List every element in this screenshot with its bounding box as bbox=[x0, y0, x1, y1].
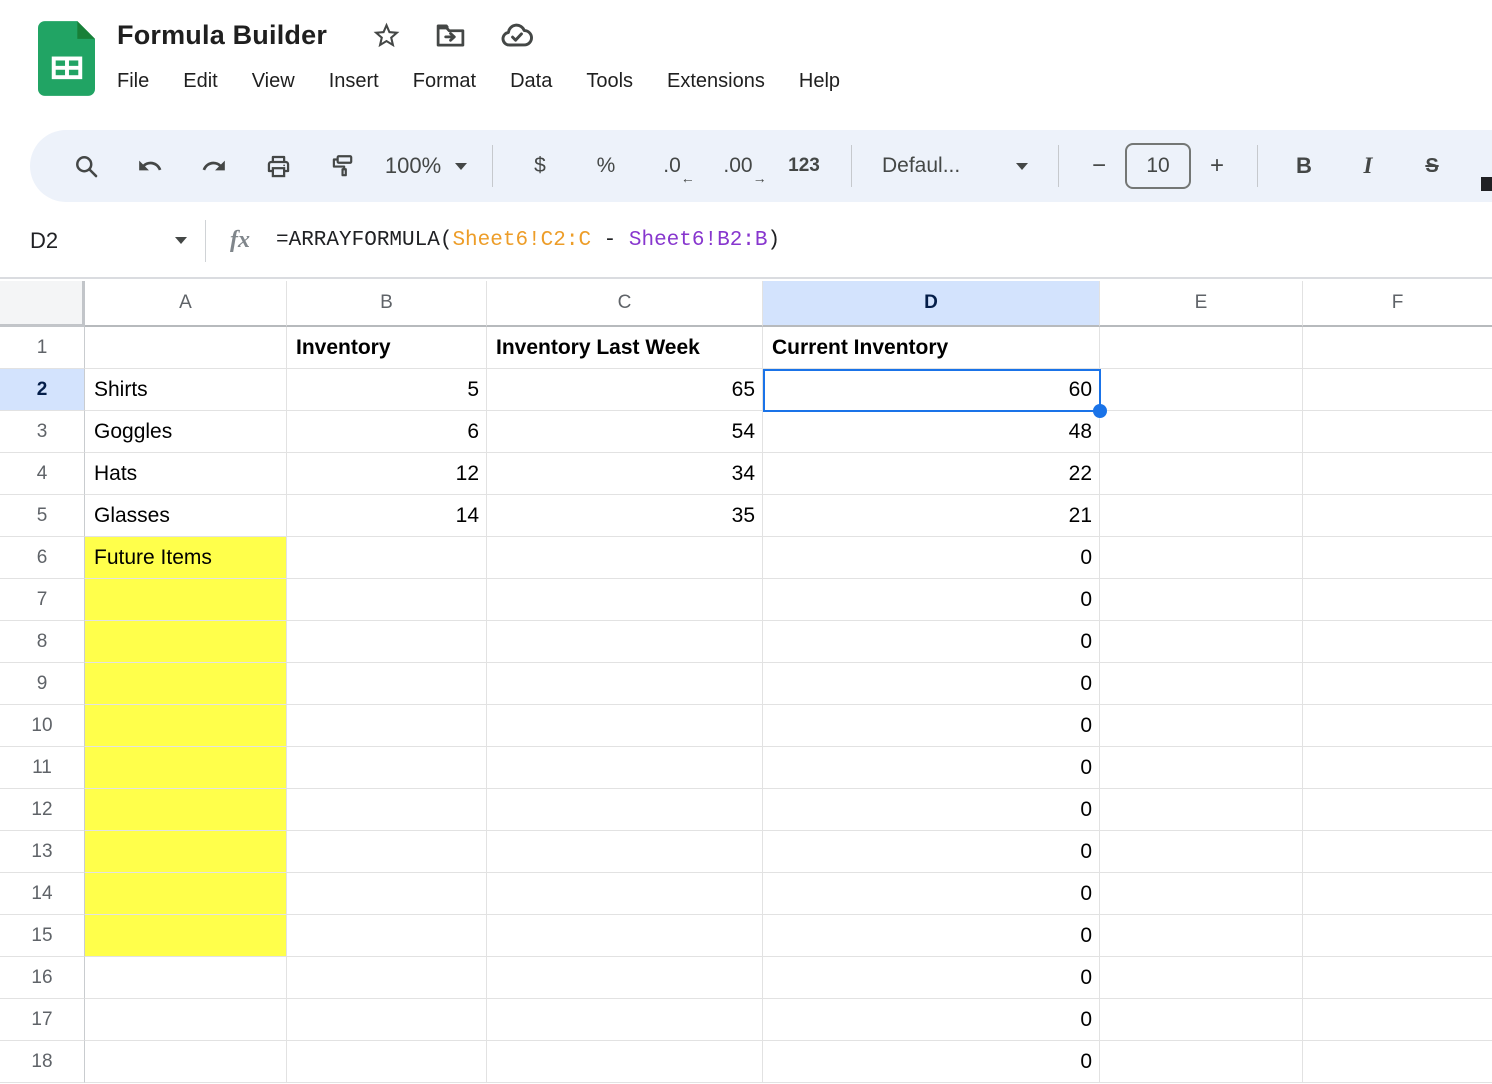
row-header-8[interactable]: 8 bbox=[0, 621, 85, 663]
chevron-down-icon bbox=[455, 163, 467, 170]
cell-A2[interactable]: Shirts bbox=[85, 369, 287, 411]
menu-file[interactable]: File bbox=[117, 70, 150, 92]
cell-C11[interactable] bbox=[487, 747, 763, 789]
row-header-18[interactable]: 18 bbox=[0, 1041, 85, 1083]
cell-E13[interactable] bbox=[1100, 831, 1303, 873]
clipped-toolbar-icon bbox=[1481, 177, 1492, 191]
cell-C14[interactable] bbox=[487, 873, 763, 915]
table-row bbox=[0, 915, 1492, 957]
cell-A1[interactable] bbox=[85, 327, 287, 369]
cell-E1[interactable] bbox=[1100, 327, 1303, 369]
cell-C10[interactable] bbox=[487, 705, 763, 747]
table-row bbox=[0, 579, 1492, 621]
column-header-F[interactable]: F bbox=[1303, 281, 1492, 327]
increase-font-size-button[interactable]: + bbox=[1209, 152, 1224, 179]
cell-A9[interactable] bbox=[85, 663, 287, 705]
cell-F9[interactable] bbox=[1303, 663, 1492, 705]
cell-D1[interactable]: Current Inventory bbox=[763, 327, 1100, 369]
font-family-value: Defaul... bbox=[882, 154, 961, 177]
chevron-down-icon bbox=[1016, 163, 1028, 170]
cell-B1[interactable]: Inventory bbox=[287, 327, 487, 369]
cell-D12[interactable]: 0 bbox=[763, 789, 1100, 831]
row-header-12[interactable]: 12 bbox=[0, 789, 85, 831]
row-header-1[interactable]: 1 bbox=[0, 327, 85, 369]
cell-D5[interactable]: 21 bbox=[763, 495, 1100, 537]
menu-edit[interactable]: Edit bbox=[183, 70, 218, 92]
font-family-selector[interactable] bbox=[866, 143, 1044, 189]
toolbar bbox=[30, 130, 1492, 202]
cell-C4[interactable]: 34 bbox=[487, 453, 763, 495]
cell-F12[interactable] bbox=[1303, 789, 1492, 831]
cell-F16[interactable] bbox=[1303, 957, 1492, 999]
table-row bbox=[0, 747, 1492, 789]
cell-E10[interactable] bbox=[1100, 705, 1303, 747]
table-row bbox=[0, 831, 1492, 873]
column-header-A[interactable]: A bbox=[85, 281, 287, 327]
cell-D14[interactable]: 0 bbox=[763, 873, 1100, 915]
name-box[interactable] bbox=[0, 204, 205, 277]
menu-format[interactable]: Format bbox=[412, 70, 477, 92]
cell-E11[interactable] bbox=[1100, 747, 1303, 789]
cell-E12[interactable] bbox=[1100, 789, 1303, 831]
cell-C18[interactable] bbox=[487, 1041, 763, 1083]
cell-C6[interactable] bbox=[487, 537, 763, 579]
cell-E17[interactable] bbox=[1100, 999, 1303, 1041]
cell-C17[interactable] bbox=[487, 999, 763, 1041]
cell-D18[interactable]: 0 bbox=[763, 1041, 1100, 1083]
table-row bbox=[0, 369, 1492, 411]
formula-bar-divider bbox=[205, 220, 206, 262]
row-header-2[interactable]: 2 bbox=[0, 369, 85, 411]
cell-C9[interactable] bbox=[487, 663, 763, 705]
table-row bbox=[0, 789, 1492, 831]
formula-prefix: =ARRAYFORMULA( bbox=[276, 229, 453, 252]
format-currency-button[interactable]: $ bbox=[534, 154, 546, 177]
cell-A13[interactable] bbox=[85, 831, 287, 873]
table-row bbox=[0, 537, 1492, 579]
cell-B15[interactable] bbox=[287, 915, 487, 957]
table-row bbox=[0, 621, 1492, 663]
print-button[interactable] bbox=[246, 143, 310, 189]
menu-help[interactable]: Help bbox=[798, 70, 841, 92]
column-header-D[interactable]: D bbox=[763, 281, 1100, 327]
cell-C13[interactable] bbox=[487, 831, 763, 873]
row-header-10[interactable]: 10 bbox=[0, 705, 85, 747]
cell-E5[interactable] bbox=[1100, 495, 1303, 537]
formula-operator: - bbox=[591, 229, 629, 252]
cell-F11[interactable] bbox=[1303, 747, 1492, 789]
cell-F3[interactable] bbox=[1303, 411, 1492, 453]
row-header-16[interactable]: 16 bbox=[0, 957, 85, 999]
cell-A8[interactable] bbox=[85, 621, 287, 663]
cell-A10[interactable] bbox=[85, 705, 287, 747]
column-header-B[interactable]: B bbox=[287, 281, 487, 327]
cell-A15[interactable] bbox=[85, 915, 287, 957]
row-header-11[interactable]: 11 bbox=[0, 747, 85, 789]
cell-C7[interactable] bbox=[487, 579, 763, 621]
cell-A6[interactable]: Future Items bbox=[85, 537, 287, 579]
cell-B18[interactable] bbox=[287, 1041, 487, 1083]
row-header-15[interactable]: 15 bbox=[0, 915, 85, 957]
cell-C8[interactable] bbox=[487, 621, 763, 663]
row-header-13[interactable]: 13 bbox=[0, 831, 85, 873]
star-icon[interactable] bbox=[371, 20, 402, 51]
table-row bbox=[0, 957, 1492, 999]
cell-D4[interactable]: 22 bbox=[763, 453, 1100, 495]
decrease-decimal-button[interactable]: .0 ← bbox=[663, 154, 695, 186]
undo-icon bbox=[137, 153, 163, 179]
menu-bar bbox=[117, 70, 840, 93]
menu-view[interactable]: View bbox=[251, 70, 295, 92]
cell-E7[interactable] bbox=[1100, 579, 1303, 621]
cell-D11[interactable]: 0 bbox=[763, 747, 1100, 789]
menu-extensions[interactable]: Extensions bbox=[667, 70, 765, 92]
cell-F10[interactable] bbox=[1303, 705, 1492, 747]
document-title-row bbox=[117, 18, 534, 53]
row-header-7[interactable]: 7 bbox=[0, 579, 85, 621]
cell-E8[interactable] bbox=[1100, 621, 1303, 663]
cell-F17[interactable] bbox=[1303, 999, 1492, 1041]
cell-F4[interactable] bbox=[1303, 453, 1492, 495]
cell-D2-selected[interactable]: 60 bbox=[763, 369, 1100, 411]
search-icon bbox=[73, 153, 100, 180]
cell-B16[interactable] bbox=[287, 957, 487, 999]
row-header-14[interactable]: 14 bbox=[0, 873, 85, 915]
zoom-selector[interactable] bbox=[374, 143, 478, 189]
spreadsheet-grid bbox=[0, 281, 1492, 1084]
undo-button[interactable] bbox=[118, 143, 182, 189]
row-header-4[interactable]: 4 bbox=[0, 453, 85, 495]
cell-B6[interactable] bbox=[287, 537, 487, 579]
format-percent-button[interactable]: % bbox=[596, 154, 616, 177]
table-row bbox=[0, 453, 1492, 495]
cell-C1[interactable]: Inventory Last Week bbox=[487, 327, 763, 369]
cell-B11[interactable] bbox=[287, 747, 487, 789]
cell-E9[interactable] bbox=[1100, 663, 1303, 705]
cell-A7[interactable] bbox=[85, 579, 287, 621]
cell-A11[interactable] bbox=[85, 747, 287, 789]
row-header-9[interactable]: 9 bbox=[0, 663, 85, 705]
top-bar bbox=[0, 0, 1492, 129]
menu-tools[interactable]: Tools bbox=[586, 70, 634, 92]
cell-B13[interactable] bbox=[287, 831, 487, 873]
cell-F1[interactable] bbox=[1303, 327, 1492, 369]
cell-B9[interactable] bbox=[287, 663, 487, 705]
cell-A3[interactable]: Goggles bbox=[85, 411, 287, 453]
cell-B7[interactable] bbox=[287, 579, 487, 621]
cell-B12[interactable] bbox=[287, 789, 487, 831]
table-row bbox=[0, 1041, 1492, 1083]
column-header-C[interactable]: C bbox=[487, 281, 763, 327]
paint-format-button[interactable] bbox=[310, 143, 374, 189]
cell-B17[interactable] bbox=[287, 999, 487, 1041]
cell-D15[interactable]: 0 bbox=[763, 915, 1100, 957]
cell-F8[interactable] bbox=[1303, 621, 1492, 663]
strikethrough-button[interactable]: S bbox=[1425, 154, 1439, 177]
menu-data[interactable]: Data bbox=[510, 70, 553, 92]
toolbar-divider bbox=[1257, 145, 1258, 187]
redo-icon bbox=[201, 153, 227, 179]
font-size-input[interactable]: 10 bbox=[1125, 143, 1191, 189]
more-formats-button[interactable]: 123 bbox=[788, 155, 820, 176]
row-header-6[interactable]: 6 bbox=[0, 537, 85, 579]
cell-D10[interactable]: 0 bbox=[763, 705, 1100, 747]
decrease-font-size-button[interactable]: − bbox=[1091, 152, 1106, 179]
formula-input[interactable] bbox=[276, 229, 780, 252]
cell-D8[interactable]: 0 bbox=[763, 621, 1100, 663]
cell-D9[interactable]: 0 bbox=[763, 663, 1100, 705]
cell-F18[interactable] bbox=[1303, 1041, 1492, 1083]
menu-insert[interactable]: Insert bbox=[328, 70, 379, 92]
zoom-value: 100% bbox=[384, 153, 442, 178]
table-row bbox=[0, 327, 1492, 369]
cell-B8[interactable] bbox=[287, 621, 487, 663]
document-title[interactable]: Formula Builder bbox=[117, 20, 328, 50]
cell-A18[interactable] bbox=[85, 1041, 287, 1083]
cell-A17[interactable] bbox=[85, 999, 287, 1041]
sheets-logo-icon[interactable] bbox=[38, 21, 95, 96]
arrow-right-icon: → bbox=[752, 170, 767, 186]
print-icon bbox=[265, 153, 292, 180]
cell-B3[interactable]: 6 bbox=[287, 411, 487, 453]
search-button[interactable] bbox=[54, 143, 118, 189]
paint-format-icon bbox=[329, 153, 355, 179]
column-header-row bbox=[0, 281, 1492, 327]
cell-A14[interactable] bbox=[85, 873, 287, 915]
fx-icon: fx bbox=[230, 227, 250, 253]
cell-B14[interactable] bbox=[287, 873, 487, 915]
cell-E18[interactable] bbox=[1100, 1041, 1303, 1083]
cell-E2[interactable] bbox=[1100, 369, 1303, 411]
cell-B5[interactable]: 14 bbox=[287, 495, 487, 537]
row-header-17[interactable]: 17 bbox=[0, 999, 85, 1041]
formula-suffix: ) bbox=[767, 229, 781, 252]
chevron-down-icon bbox=[175, 237, 187, 244]
arrow-left-icon: ← bbox=[680, 170, 695, 186]
toolbar-divider bbox=[492, 145, 493, 187]
cell-C12[interactable] bbox=[487, 789, 763, 831]
cell-C15[interactable] bbox=[487, 915, 763, 957]
table-row bbox=[0, 411, 1492, 453]
cell-A16[interactable] bbox=[85, 957, 287, 999]
table-row bbox=[0, 495, 1492, 537]
cell-D6[interactable]: 0 bbox=[763, 537, 1100, 579]
cell-E3[interactable] bbox=[1100, 411, 1303, 453]
table-row bbox=[0, 873, 1492, 915]
formula-bar bbox=[0, 204, 1492, 279]
select-all-corner[interactable] bbox=[0, 281, 85, 327]
cell-D7[interactable]: 0 bbox=[763, 579, 1100, 621]
cell-C2[interactable]: 65 bbox=[487, 369, 763, 411]
cell-E15[interactable] bbox=[1100, 915, 1303, 957]
bold-button[interactable]: B bbox=[1296, 153, 1312, 178]
cell-C16[interactable] bbox=[487, 957, 763, 999]
cell-D17[interactable]: 0 bbox=[763, 999, 1100, 1041]
cell-F14[interactable] bbox=[1303, 873, 1492, 915]
cell-E6[interactable] bbox=[1100, 537, 1303, 579]
toolbar-divider bbox=[1058, 145, 1059, 187]
cell-F6[interactable] bbox=[1303, 537, 1492, 579]
formula-ref1: Sheet6!C2:C bbox=[452, 229, 592, 252]
cell-A4[interactable]: Hats bbox=[85, 453, 287, 495]
cell-F13[interactable] bbox=[1303, 831, 1492, 873]
cell-F15[interactable] bbox=[1303, 915, 1492, 957]
table-row bbox=[0, 663, 1492, 705]
cell-D3[interactable]: 48 bbox=[763, 411, 1100, 453]
cell-C3[interactable]: 54 bbox=[487, 411, 763, 453]
formula-ref2: Sheet6!B2:B bbox=[628, 229, 768, 252]
cell-F7[interactable] bbox=[1303, 579, 1492, 621]
cell-D16[interactable]: 0 bbox=[763, 957, 1100, 999]
document-actions bbox=[371, 18, 534, 53]
cell-F5[interactable] bbox=[1303, 495, 1492, 537]
cell-E14[interactable] bbox=[1100, 873, 1303, 915]
table-row bbox=[0, 999, 1492, 1041]
cloud-saved-icon[interactable] bbox=[499, 18, 534, 53]
cell-F2[interactable] bbox=[1303, 369, 1492, 411]
cell-E16[interactable] bbox=[1100, 957, 1303, 999]
cell-A5[interactable]: Glasses bbox=[85, 495, 287, 537]
column-header-E[interactable]: E bbox=[1100, 281, 1303, 327]
cell-D13[interactable]: 0 bbox=[763, 831, 1100, 873]
row-header-3[interactable]: 3 bbox=[0, 411, 85, 453]
cell-B4[interactable]: 12 bbox=[287, 453, 487, 495]
table-row bbox=[0, 705, 1492, 747]
italic-button[interactable]: I bbox=[1363, 153, 1373, 178]
cell-A12[interactable] bbox=[85, 789, 287, 831]
name-box-value: D2 bbox=[30, 227, 59, 253]
row-header-5[interactable]: 5 bbox=[0, 495, 85, 537]
cell-C5[interactable]: 35 bbox=[487, 495, 763, 537]
cell-B10[interactable] bbox=[287, 705, 487, 747]
move-folder-icon[interactable] bbox=[434, 19, 467, 52]
cell-E4[interactable] bbox=[1100, 453, 1303, 495]
increase-decimal-button[interactable]: .00 → bbox=[723, 154, 767, 186]
cell-B2[interactable]: 5 bbox=[287, 369, 487, 411]
toolbar-divider bbox=[851, 145, 852, 187]
redo-button[interactable] bbox=[182, 143, 246, 189]
